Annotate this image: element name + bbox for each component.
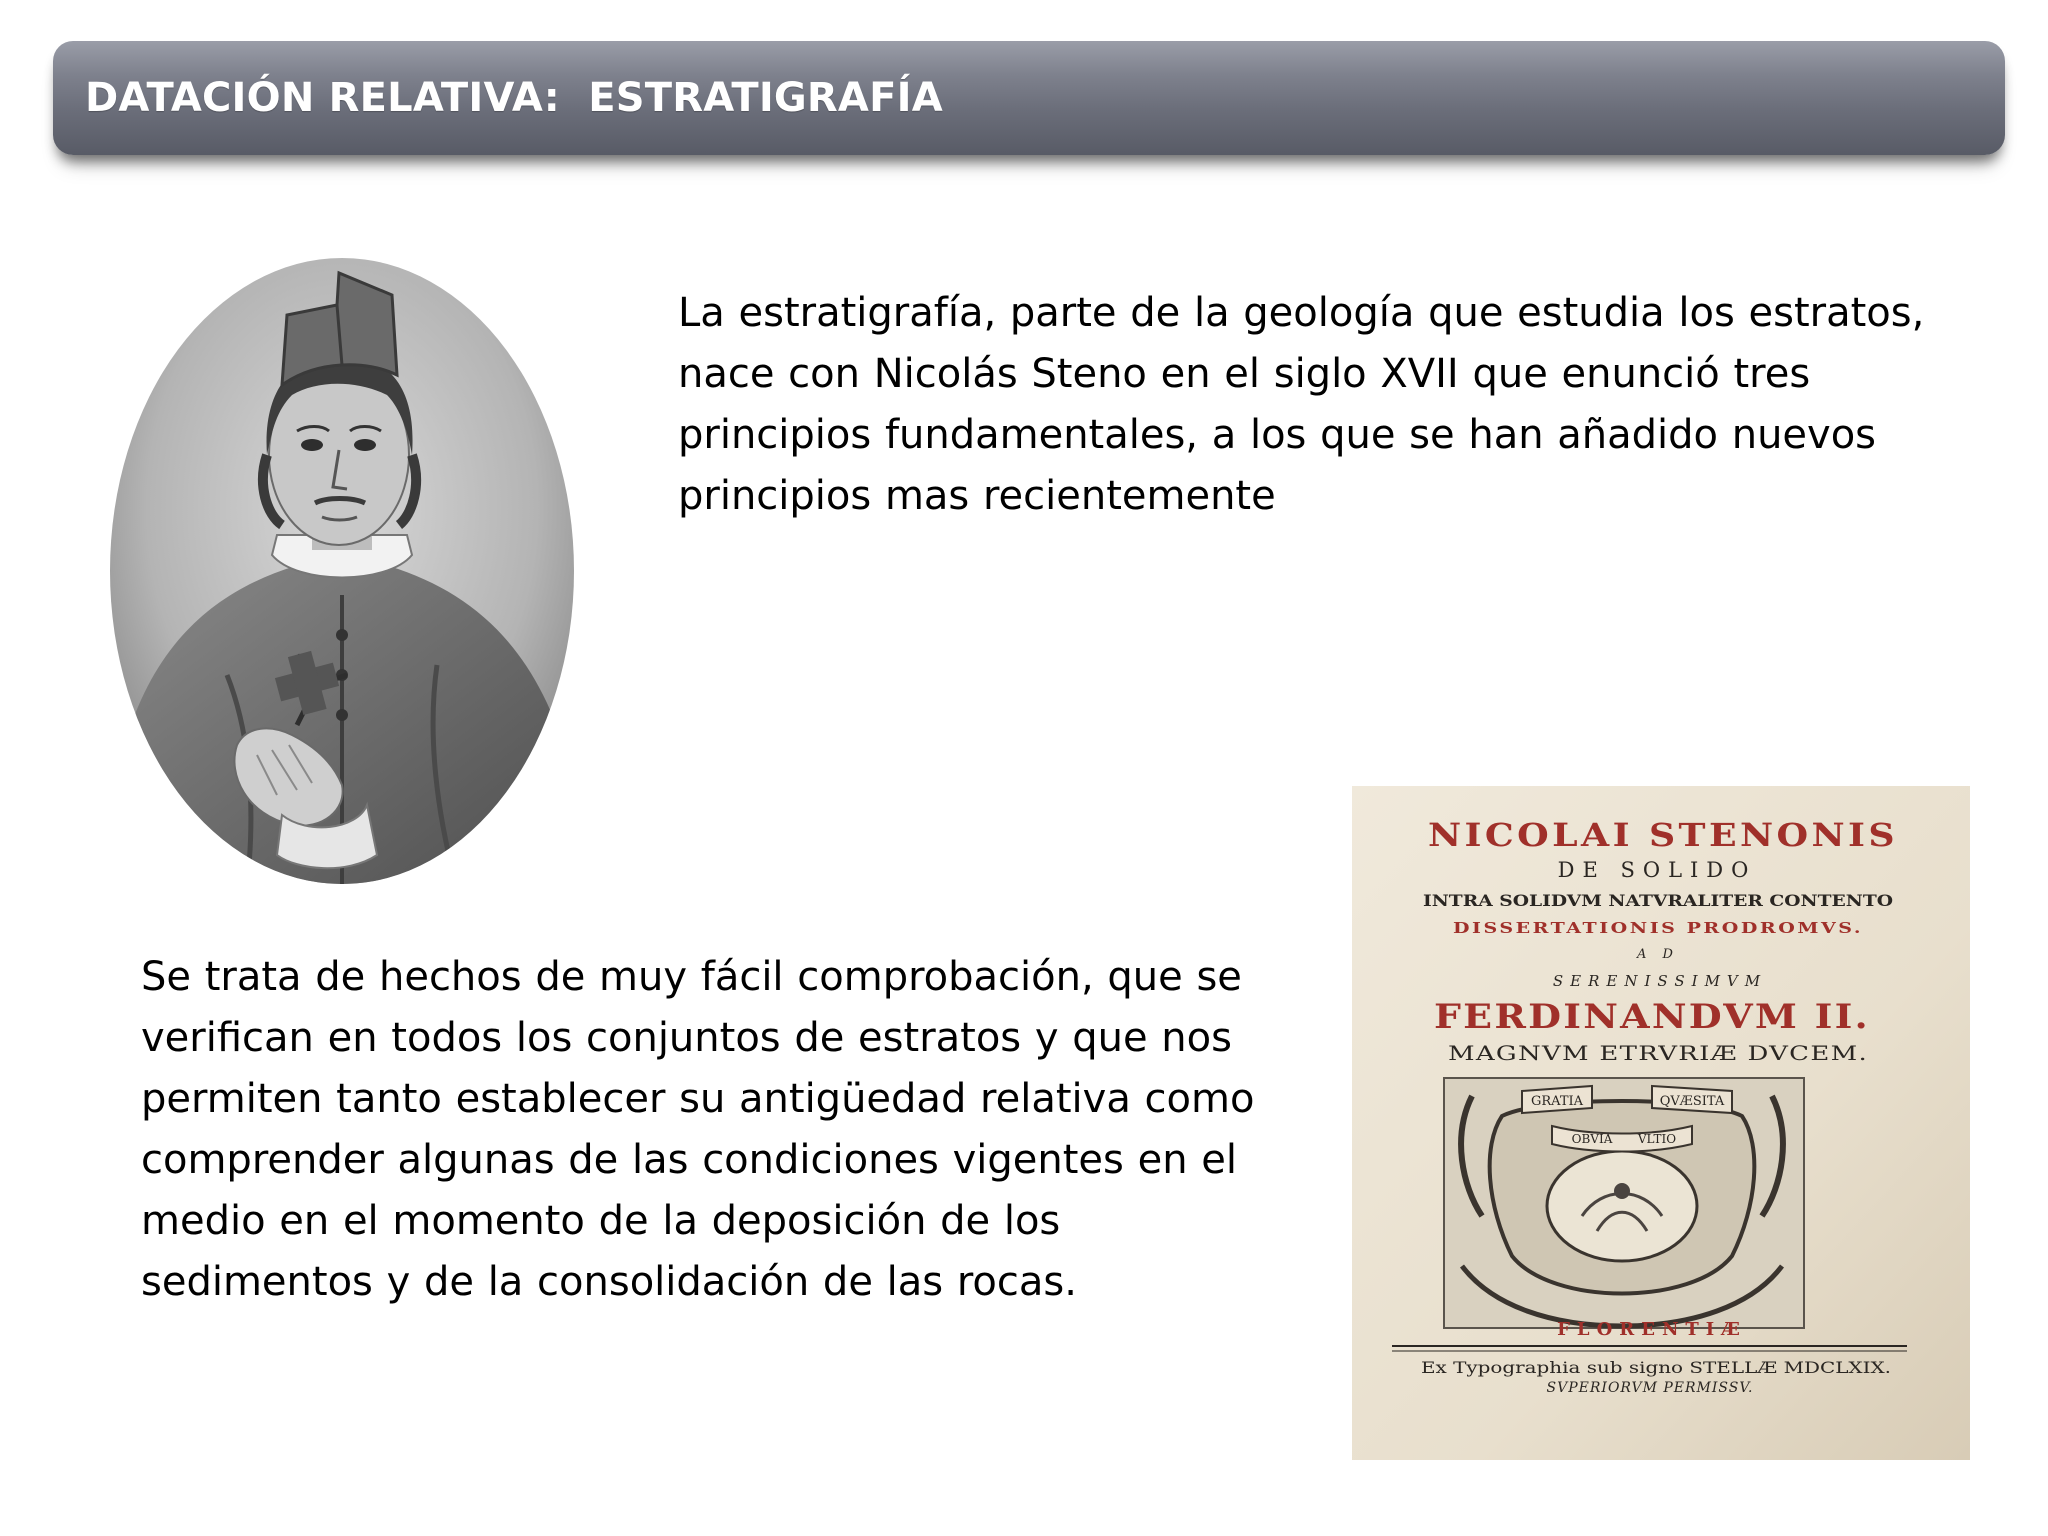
emblem-label-gratia: GRATIA: [1530, 1094, 1584, 1109]
emblem-label-obvia: OBVIA: [1571, 1132, 1613, 1146]
book-line-author: NICOLAI STENONIS: [1428, 816, 1898, 854]
book-line-dissertationis: DISSERTATIONIS PRODROMVS.: [1453, 919, 1863, 937]
emblem-label-ultio: VLTIO: [1637, 1132, 1677, 1146]
book-line-intra: INTRA SOLIDVM NATVRALITER CONTENTO: [1423, 891, 1894, 910]
book-line-florentiae: FLORENTIÆ: [1557, 1319, 1747, 1340]
book-line-permissu: SVPERIORVM PERMISSV.: [1546, 1380, 1754, 1396]
book-line-ad: A D: [1637, 947, 1679, 962]
book-line-typographia: Ex Typographia sub signo STELLÆ MDCLXIX.: [1421, 1358, 1891, 1377]
book-line-serenissimum: SERENISSIMVM: [1552, 972, 1768, 990]
book-title-page-image: [1352, 786, 1970, 1460]
intro-paragraph: La estratigrafía, parte de la geología que estudia los estratos, nace con Nicolás Steno en el siglo XVII que enunció tres principios fundamentales, a los que se han añadido nuevos principios mas recientemente: [678, 290, 1925, 519]
printer-emblem: [1444, 1078, 1804, 1328]
title-bar: [53, 41, 2005, 155]
book-line-de-solido: DE SOLIDO: [1557, 858, 1757, 882]
book-line-ferdinandum: FERDINANDVM II.: [1434, 997, 1870, 1037]
steno-portrait: [107, 255, 577, 887]
book-line-magnum: MAGNVM ETRVRIÆ DVCEM.: [1448, 1041, 1868, 1065]
body-paragraph: Se trata de hechos de muy fácil comprobación, que se verifican en todos los conjuntos de estratos y que nos permiten tanto establecer su antigüedad relativa como comprender algunas de las condiciones vigentes en el medio en el momento de la deposición de los sedimentos y de la consolidación de las rocas.: [141, 954, 1255, 1305]
emblem-label-quaesita: QVÆSITA: [1659, 1094, 1725, 1109]
slide-title: DATACIÓN RELATIVA: ESTRATIGRAFÍA: [85, 75, 943, 121]
